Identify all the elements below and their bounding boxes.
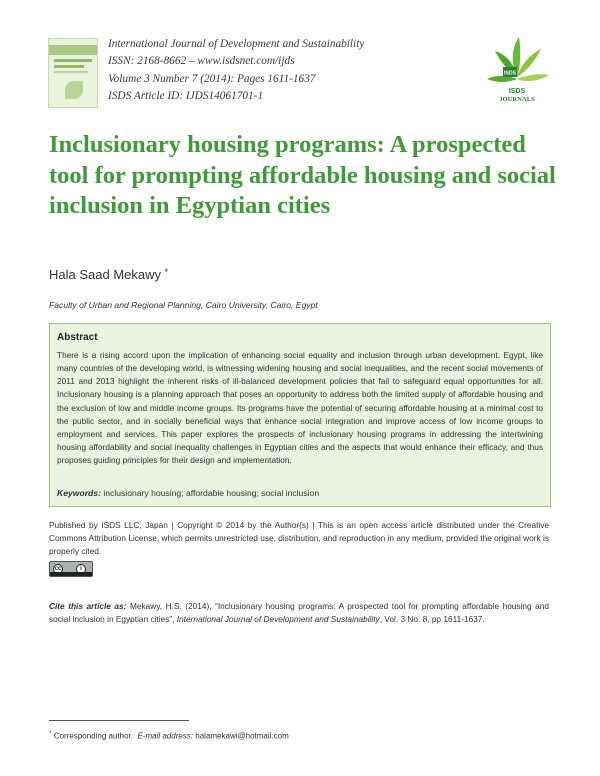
creative-commons-badge[interactable] xyxy=(49,561,93,577)
journal-volume: Volume 3 Number 7 (2014): Pages 1611-1637 xyxy=(108,72,316,85)
isds-journals-logo xyxy=(481,33,553,105)
journal-info xyxy=(108,36,364,106)
journal-article-id: ISDS Article ID: IJDS14061701-1 xyxy=(108,90,264,103)
email-label: E-mail address: xyxy=(137,731,194,741)
footnote-mark: * xyxy=(49,730,52,737)
journal-name: International Journal of Development and Sustainability xyxy=(108,38,365,50)
author-footnote-mark: * xyxy=(164,267,169,277)
author-name: Hala Saad Mekawy xyxy=(49,267,161,282)
keywords-text: inclusionary housing; affordable housing; social inclusion xyxy=(103,488,320,498)
footnote-label: Corresponding author. xyxy=(53,731,133,741)
citation-volume: , Vol. 3 No. 8, pp 1611-1637. xyxy=(379,614,485,625)
license-statement: Published by ISDS LLC, Japan | Copyright © 2014 by the Author(s) | This is an open access article distributed under the Creative Commons Attribution License, which permits unrestricted use, distribution, and reproduction in any medium, provided the original work is properly cited. xyxy=(49,520,549,556)
cover-title-line xyxy=(54,59,92,62)
citation-text: Mekawy, H.S. (2014), “Inclusionary housing programs: A prospected tool for prompting affordable housing and social inclusion in Egyptian cities”, xyxy=(49,601,550,625)
abstract-text: There is a rising accord upon the implication of enhancing social equality and inclusion through urban development. Egypt, like many countries of the developing world, is witnessing widening housing and social inequalities, and the recent social movements of 2011 and 2013 highlight the inherent risks of ill-balanced development policies that fail to safeguard equal opportunities for all. Inclusionary housing is a planning approach that poses an opportunity to address both the limited supply of affordable housing and the exclusion of low and middle income groups. Its programs have the potential of securing affordable housing at a minimal cost to the public sector, and in socially beneficial ways that enhance social integration and improve access of low income groups to employment and services. This paper explores the prospects of inclusionary housing programs in addressing the intertwining housing affordability and social inequality challenges in Egyptian cities and the aspects that would enhance their efficacy, and thus proposes guiding principles for their design and implementation. xyxy=(57,350,543,466)
keywords-line xyxy=(57,488,319,498)
svg-text:ISDS: ISDS xyxy=(508,88,526,95)
citation-label: Cite this article as: xyxy=(49,601,127,611)
corresponding-author-footnote xyxy=(49,730,289,741)
keywords-label: Keywords: xyxy=(57,488,101,498)
journal-cover-thumbnail xyxy=(48,38,98,108)
abstract-box xyxy=(49,323,551,507)
author-line xyxy=(49,267,168,282)
cover-leaf-icon xyxy=(65,81,83,99)
svg-text:ISDS: ISDS xyxy=(503,70,517,77)
svg-text:JOURNALS: JOURNALS xyxy=(499,96,535,103)
attribution-icon: i xyxy=(76,564,86,574)
citation-block xyxy=(49,600,549,627)
cc-icon: cc xyxy=(54,566,62,572)
cc-badge-strip xyxy=(50,572,92,576)
paper-title: Inclusionary housing programs: A prospected tool for prompting affordable housing and social inclusion in Egyptian cities xyxy=(49,131,556,219)
cover-title-line xyxy=(54,71,88,73)
citation-journal: International Journal of Development and Sustainability xyxy=(176,614,380,625)
abstract-heading: Abstract xyxy=(57,332,98,343)
author-email-link[interactable]: halamekawi@hotmail.com xyxy=(195,731,289,741)
cover-band xyxy=(49,45,97,55)
author-affiliation: Faculty of Urban and Regional Planning, Cairo University, Cairo, Egypt xyxy=(49,300,318,310)
footnote-divider xyxy=(49,720,189,721)
cover-title-line xyxy=(54,65,84,68)
journal-issn: ISSN: 2168-8662 – www.isdsnet.com/ijds xyxy=(108,55,295,68)
